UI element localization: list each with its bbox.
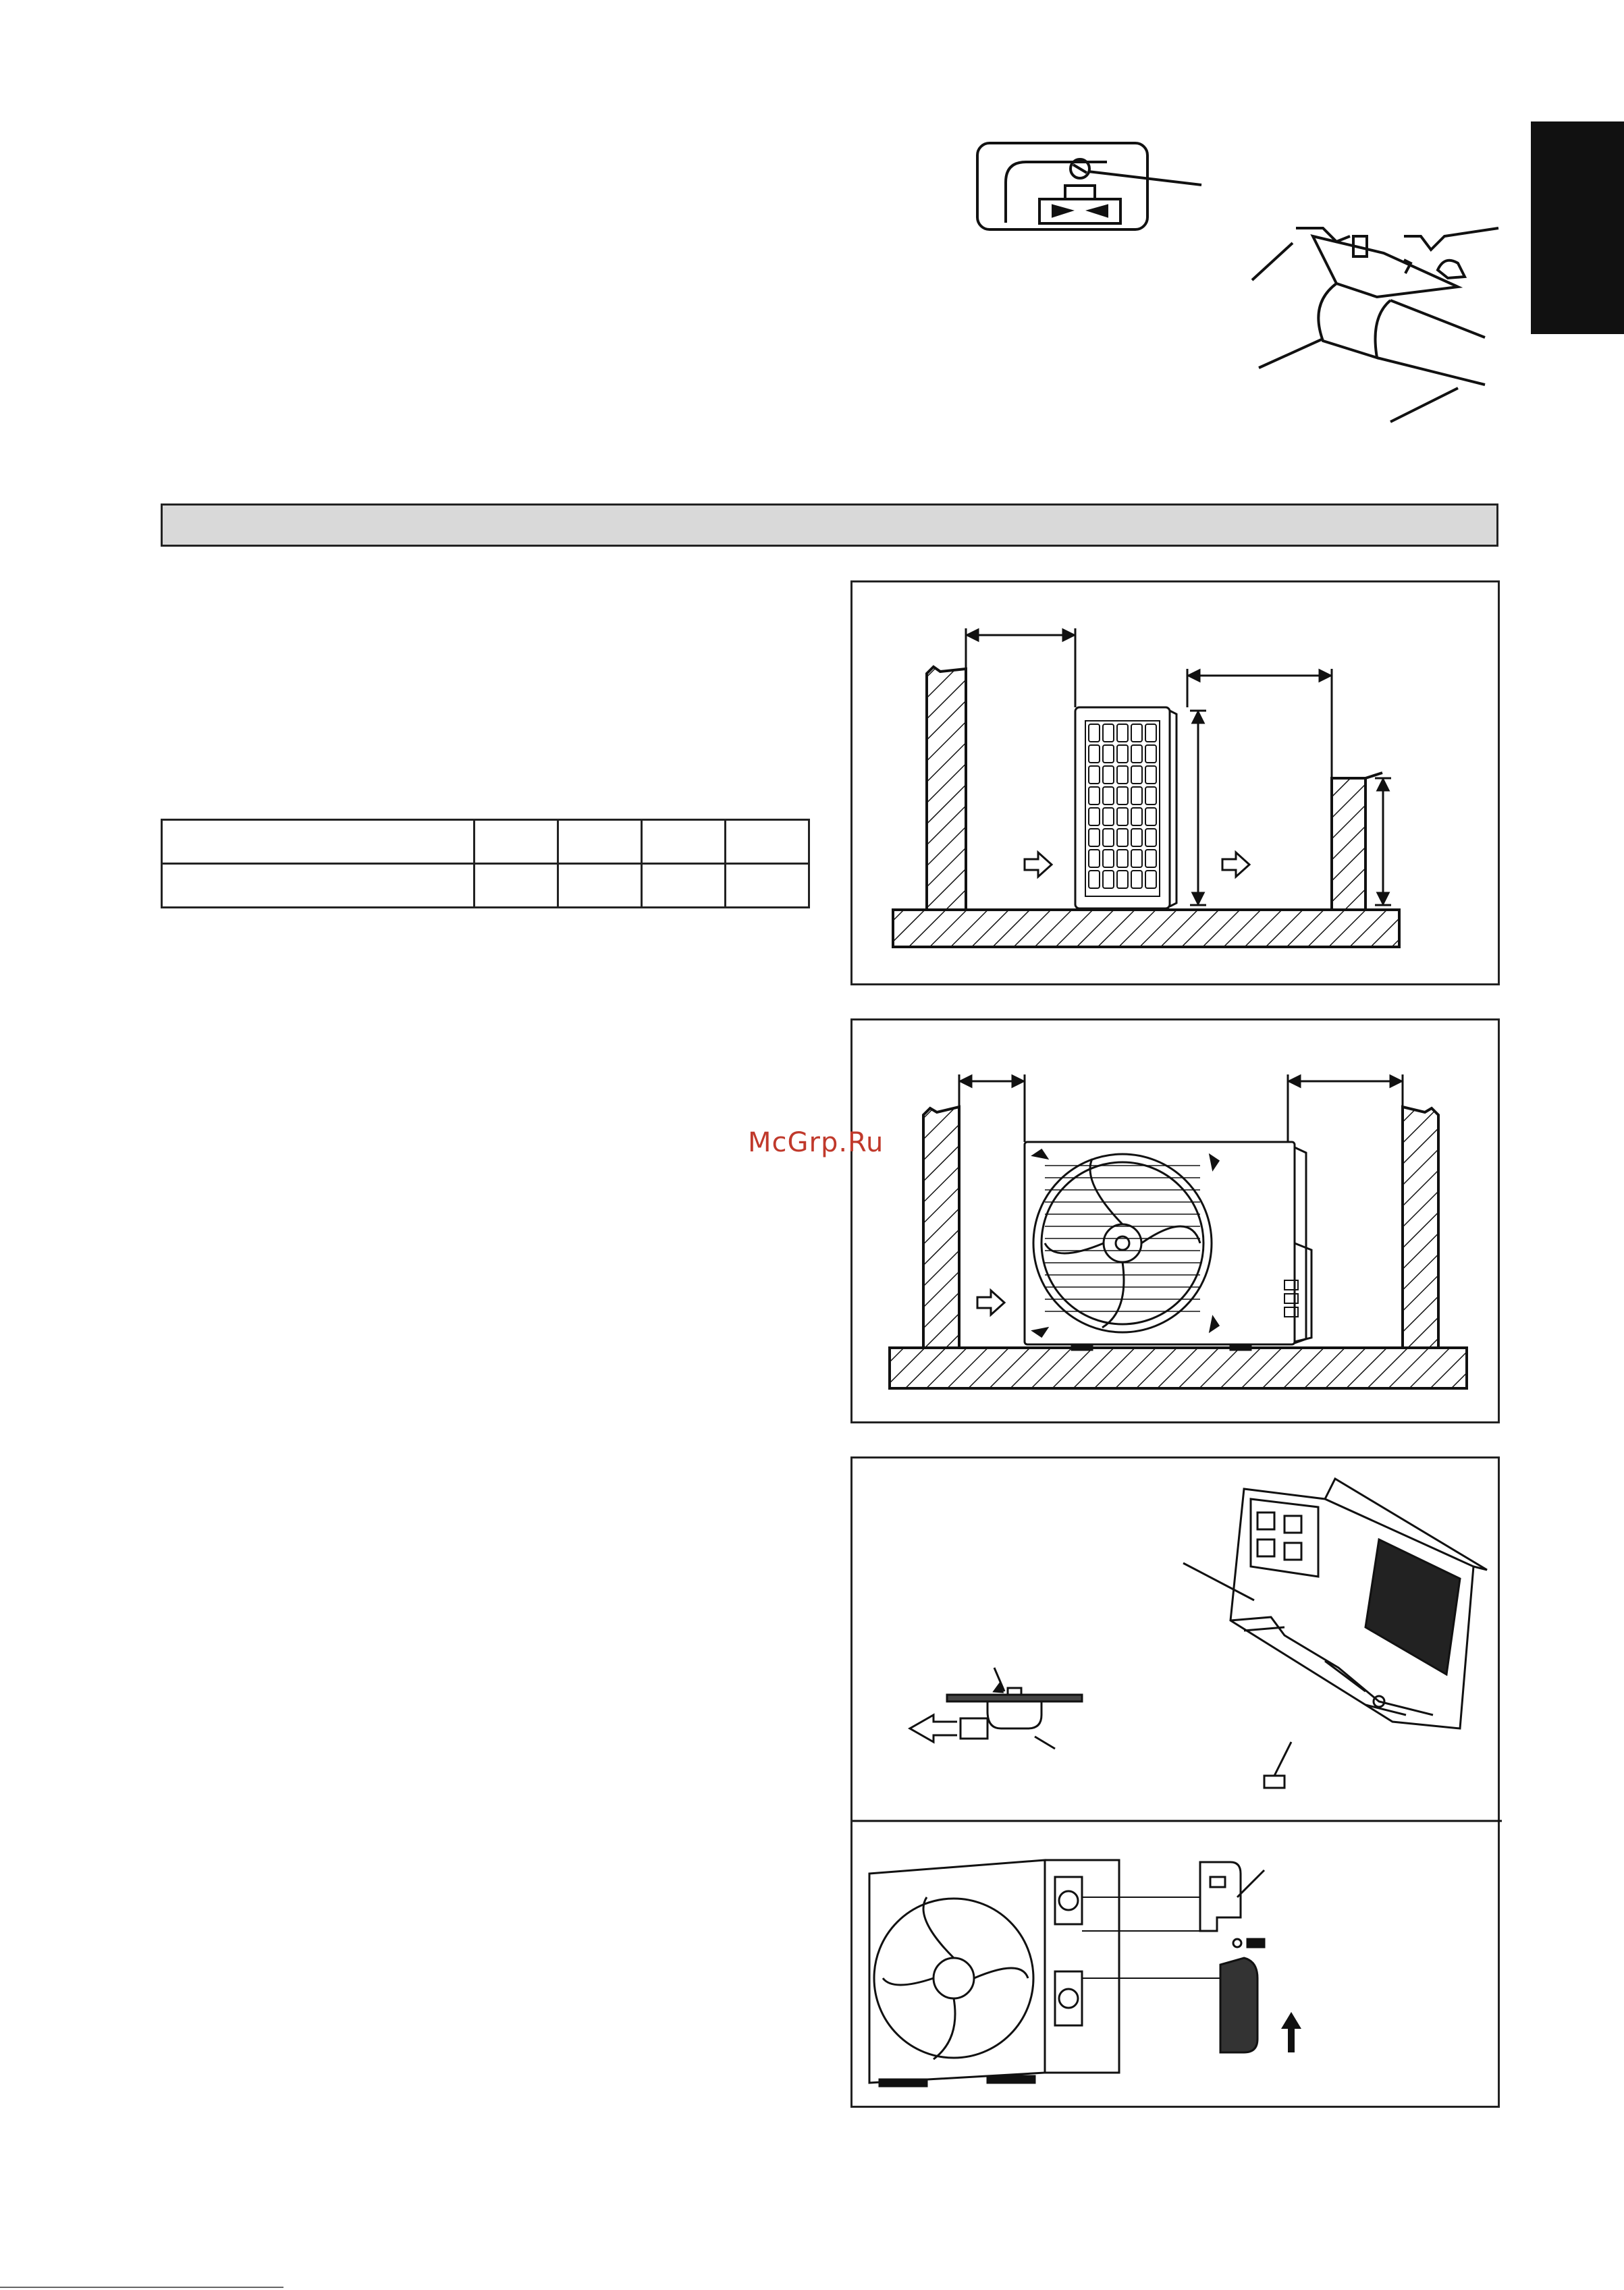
table-cell xyxy=(558,864,642,908)
clearance-side-view-frame xyxy=(850,580,1500,985)
grille-cell xyxy=(1117,850,1128,867)
outdoor-unit-base-icon xyxy=(1183,1479,1487,1788)
grille-cell xyxy=(1117,745,1128,763)
table-row xyxy=(162,820,809,864)
clearance-front-view xyxy=(852,1020,1502,1425)
install-details-frame xyxy=(850,1456,1500,2108)
drain-hose-icon xyxy=(1252,228,1498,422)
grille-cell xyxy=(1145,871,1156,888)
grille-cell xyxy=(1103,766,1114,784)
grille-cell xyxy=(1089,829,1100,846)
section-tab-marker xyxy=(1531,121,1624,334)
valve-cover-icon xyxy=(1082,1862,1264,2052)
table-cell xyxy=(475,864,558,908)
grille-cell xyxy=(1103,745,1114,763)
up-arrow-icon xyxy=(1281,2012,1301,2052)
table-cell xyxy=(162,864,475,908)
grille-cell xyxy=(1131,850,1142,867)
grille-cell xyxy=(1131,829,1142,846)
dimension-arrow-icon xyxy=(959,1074,1403,1142)
grille-cell xyxy=(1089,808,1100,825)
grille-cell xyxy=(1117,829,1128,846)
table-cell xyxy=(726,864,809,908)
table-cell xyxy=(642,820,726,864)
table-cell xyxy=(475,820,558,864)
airflow-arrow-icon xyxy=(1025,852,1249,877)
grille-cell xyxy=(1089,787,1100,805)
install-details xyxy=(852,1458,1502,2110)
grille-cell xyxy=(1117,787,1128,805)
grille-cell xyxy=(1145,850,1156,867)
grille-cell xyxy=(1103,871,1114,888)
grille-cell xyxy=(1131,871,1142,888)
table-cell xyxy=(642,864,726,908)
grille-cell xyxy=(1131,745,1142,763)
section-heading-bar xyxy=(161,503,1498,547)
spec-table xyxy=(161,819,810,908)
drain-elbow-icon xyxy=(910,1668,1082,1749)
clearance-front-view-frame xyxy=(850,1018,1500,1423)
grille-cell xyxy=(1131,724,1142,742)
grille-cell xyxy=(1131,766,1142,784)
table-row xyxy=(162,864,809,908)
table-cell xyxy=(558,820,642,864)
top-figure-connector-and-hose xyxy=(972,135,1485,439)
outdoor-unit-front-icon xyxy=(1025,1142,1311,1350)
grille-cell xyxy=(1145,787,1156,805)
grille-cell xyxy=(1089,766,1100,784)
grille-cell xyxy=(1145,724,1156,742)
grille-cell xyxy=(1089,871,1100,888)
grille-cell xyxy=(1103,724,1114,742)
grille-cell xyxy=(1089,850,1100,867)
grille-cell xyxy=(1117,808,1128,825)
grille-cell xyxy=(1145,745,1156,763)
footer-rule xyxy=(0,2287,283,2288)
dimension-arrow-icon xyxy=(966,628,1391,905)
grille-cell xyxy=(1089,745,1100,763)
grille-cell xyxy=(1103,850,1114,867)
wall-icon xyxy=(890,1107,1467,1388)
watermark-text: McGrp.Ru xyxy=(748,1127,884,1158)
table-cell xyxy=(726,820,809,864)
grille-cell xyxy=(1103,808,1114,825)
grille-cell xyxy=(1131,787,1142,805)
grille-cell xyxy=(1103,787,1114,805)
outdoor-unit-3d-icon xyxy=(869,1860,1119,2086)
grille-cell xyxy=(1117,766,1128,784)
screw-icon xyxy=(1233,1939,1264,1947)
grille-cell xyxy=(1145,766,1156,784)
grille-cell xyxy=(1117,724,1128,742)
clearance-side-view xyxy=(852,582,1502,987)
grille-cell xyxy=(1103,829,1114,846)
connector-box-icon xyxy=(977,143,1201,229)
airflow-arrow-icon xyxy=(977,1290,1004,1315)
grille-cell xyxy=(1089,724,1100,742)
table-cell xyxy=(162,820,475,864)
grille-cell xyxy=(1145,829,1156,846)
unit-grille xyxy=(1089,724,1156,888)
grille-cell xyxy=(1117,871,1128,888)
grille-cell xyxy=(1145,808,1156,825)
wall-icon xyxy=(893,667,1399,947)
grille-cell xyxy=(1131,808,1142,825)
